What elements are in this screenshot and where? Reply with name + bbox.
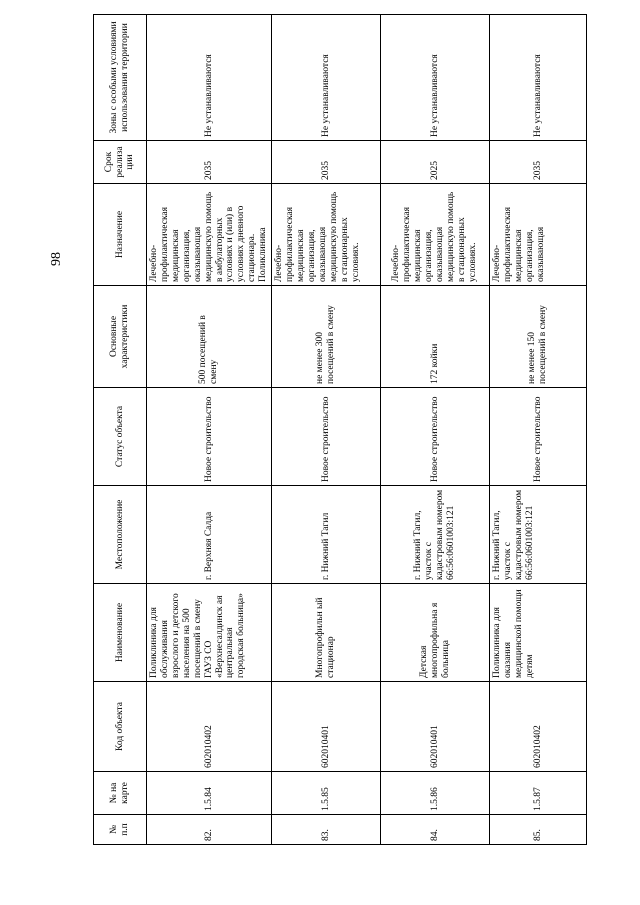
cell-map-number: 1.5.84 [147,772,272,815]
cell-code: 602010401 [381,682,490,772]
cell-map-number: 1.5.86 [381,772,490,815]
cell-characteristics: не менее 300 посещений в смену [272,286,381,388]
cell-status: Новое строительство [272,388,381,486]
header-cell-number: № п.п [94,815,147,845]
header-cell-name: Наименование [94,584,147,682]
header-cell-map-number: № на карте [94,772,147,815]
cell-name: Поликлиника для оказания медицинской помощи детям [490,584,587,682]
cell-location: г. Нижний Тагил, участок с кадастровым номером 66:56:0601003:121 [381,486,490,584]
cell-zones: Не устанавливаются [381,15,490,141]
cell-number: 84. [381,815,490,845]
cell-number: 82. [147,815,272,845]
cell-term: 2025 [381,141,490,184]
cell-zones: Не устанавливаются [272,15,381,141]
cell-map-number: 1.5.87 [490,772,587,815]
cell-characteristics: 172 койки [381,286,490,388]
rotated-table-container [93,15,578,845]
cell-location: г. Нижний Тагил [272,486,381,584]
cell-name: Детская многопрофильна я больница [381,584,490,682]
cell-zones: Не устанавливаются [490,15,587,141]
cell-status: Новое строительство [490,388,587,486]
cell-term: 2035 [490,141,587,184]
header-cell-status: Статус объекта [94,388,147,486]
header-cell-location: Местоположение [94,486,147,584]
cell-characteristics: 500 посещений в смену [147,286,272,388]
header-cell-code: Код объекта [94,682,147,772]
cell-map-number: 1.5.85 [272,772,381,815]
cell-purpose: Лечебно-профилактическая медицинская организация, оказывающая медицинскую помощь в амбулаторных условиях и (или) в условиях дневного стационара. Поликлиника [147,184,272,286]
cell-purpose: Лечебно-профилактическая медицинская организация, оказывающая медицинскую помощь в стационарных условиях. [272,184,381,286]
cell-name: Поликлиника для обслуживания взрослого и детского населения на 500 посещений в смену ГАУЗ СО «Верхнесалдинск ая центральная городская больница» [147,584,272,682]
page-number: 98 [49,252,64,266]
cell-term: 2035 [272,141,381,184]
header-cell-purpose: Назначение [94,184,147,286]
header-cell-term: Срок реализа ции [94,141,147,184]
cell-characteristics: не менее 150 посещений в смену [490,286,587,388]
header-cell-zones: Зоны с особыми условиями использования территории [94,15,147,141]
cell-code: 602010402 [147,682,272,772]
cell-code: 602010401 [272,682,381,772]
cell-status: Новое строительство [381,388,490,486]
cell-term: 2035 [147,141,272,184]
cell-purpose: Лечебно-профилактическая медицинская организация, оказывающая [490,184,587,286]
cell-location: г. Нижний Тагил, участок с кадастровым номером 66:56:0601003:121 [490,486,587,584]
table-header-row [94,15,147,845]
cell-number: 83. [272,815,381,845]
table-row [272,15,381,845]
objects-table [93,14,587,845]
table-row [490,15,587,845]
cell-status: Новое строительство [147,388,272,486]
cell-name: Многопрофильн ый стационар [272,584,381,682]
cell-code: 602010402 [490,682,587,772]
cell-location: г. Верхняя Салда [147,486,272,584]
table-row [147,15,272,845]
cell-number: 85. [490,815,587,845]
table-row [381,15,490,845]
cell-zones: Не устанавливаются [147,15,272,141]
header-cell-characteristics: Основные характеристики [94,286,147,388]
cell-purpose: Лечебно-профилактическая медицинская организация, оказывающая медицинскую помощь в стационарных условиях. [381,184,490,286]
